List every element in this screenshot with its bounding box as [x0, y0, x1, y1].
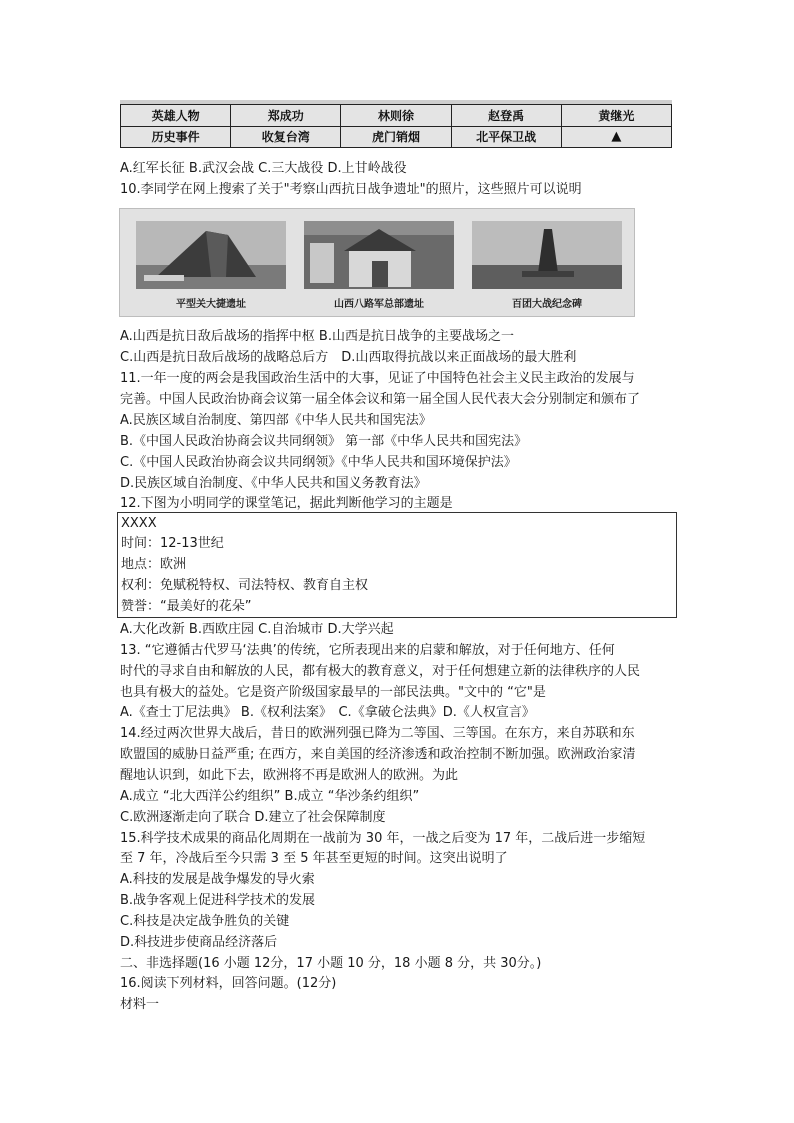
- q11-stem-line1: 11.一年一度的两会是我国政治生活中的大事，见证了中国特色社会主义民主政治的发展与: [120, 371, 635, 386]
- photo-pingxingguan: [136, 221, 286, 289]
- photo-balujun-hq: [304, 221, 454, 289]
- table-cell: 历史事件: [121, 126, 231, 148]
- table-cell: 黄继光: [561, 105, 671, 127]
- table-cell: 收复台湾: [231, 126, 341, 148]
- q14-stem-line1: 14.经过两次世界大战后，昔日的欧洲列强已降为二等国、三等国。在东方，来自苏联和东: [120, 726, 635, 741]
- notes-line: 权利：免赋税特权、司法特权、教育自主权: [121, 578, 369, 593]
- q10-stem: 10.李同学在网上搜索了关于"考察山西抗日战争遗址"的照片，这些照片可以说明: [120, 182, 582, 197]
- section-two-heading: 二、非选择题(16 小题 12分，17 小题 10 分，18 小题 8 分，共 30分。): [120, 956, 542, 971]
- q15-option-d: D.科技进步使商品经济落后: [120, 935, 278, 950]
- q15-option-c: C.科技是决定战争胜负的关键: [120, 914, 290, 929]
- q10-options-ab: A.山西是抗日敌后战场的指挥中枢 B.山西是抗日战争的主要战场之一: [120, 329, 514, 344]
- notes-line: 地点：欧洲: [121, 557, 187, 572]
- table-cell: 郑成功: [231, 105, 341, 127]
- q14-stem-line2: 欧盟国的威胁日益严重; 在西方，来自美国的经济渗透和政治控制不断加强。欧洲政治家清: [120, 747, 636, 762]
- q11-option-b: B.《中国人民政治协商会议共同纲领》 第一部《中华人民共和国宪法》: [120, 434, 528, 449]
- photo-caption: 平型关大捷遗址: [176, 299, 246, 310]
- table-cell: 赵登禹: [451, 105, 561, 127]
- q16-stem: 16.阅读下列材料，回答问题。(12分): [120, 976, 337, 991]
- photo-caption: 百团大战纪念碑: [512, 299, 582, 310]
- material-one-label: 材料一: [120, 997, 160, 1012]
- table-cell: 英雄人物: [121, 105, 231, 127]
- q14-stem-line3: 醒地认识到，如此下去，欧洲将不再是欧洲人的欧洲。为此: [120, 768, 459, 783]
- q12-stem: 12.下图为小明同学的课堂笔记，据此判断他学习的主题是: [120, 496, 453, 511]
- class-notes-box: [117, 512, 677, 618]
- q15-stem-line1: 15.科学技术成果的商品化周期在一战前为 30 年，一战之后变为 17 年，二战后进一步缩短: [120, 831, 646, 846]
- q9-options: A.红军长征 B.武汉会战 C.三大战役 D.上甘岭战役: [120, 161, 407, 176]
- q11-stem-line2: 完善。中国人民政治协商会议第一届全体会议和第一届全国人民代表大会分别制定和颁布了: [120, 392, 641, 407]
- table-row: [121, 126, 672, 148]
- q12-options: A.大化改新 B.西欧庄园 C.自治城市 D.大学兴起: [120, 622, 394, 637]
- triangle-placeholder: ▲: [561, 126, 671, 148]
- q15-option-b: B.战争客观上促进科学技术的发展: [120, 893, 316, 908]
- table-cell: 虎门销烟: [341, 126, 451, 148]
- notes-line: 时间：12-13世纪: [121, 536, 224, 551]
- table-cell: 林则徐: [341, 105, 451, 127]
- notes-line: 赞誉：“最美好的花朵”: [121, 599, 252, 614]
- hero-event-table: [120, 104, 672, 148]
- q10-options-cd: C.山西是抗日敌后战场的战略总后方 D.山西取得抗战以来正面战场的最大胜利: [120, 350, 577, 365]
- q13-stem-line1: 13. “它遵循古代罗马‘法典’的传统，它所表现出来的启蒙和解放，对于任何地方、任何: [120, 643, 615, 658]
- photo-caption: 山西八路军总部遗址: [334, 299, 424, 310]
- table-row: [121, 105, 672, 127]
- notes-line: XXXX: [121, 516, 157, 531]
- q15-stem-line2: 至 7 年，冷战后至今只需 3 至 5 年甚至更短的时间。这突出说明了: [120, 851, 508, 866]
- q11-option-d: D.民族区域自治制度、《中华人民共和国义务教育法》: [120, 476, 427, 491]
- photo-baituan-monument: [472, 221, 622, 289]
- q15-option-a: A.科技的发展是战争爆发的导火索: [120, 872, 315, 887]
- q14-options-cd: C.欧洲逐渐走向了联合 D.建立了社会保障制度: [120, 810, 386, 825]
- q11-option-a: A.民族区域自治制度、第四部《中华人民共和国宪法》: [120, 413, 432, 428]
- q13-stem-line2: 时代的寻求自由和解放的人民，都有极大的教育意义，对于任何想建立新的法律秩序的人民: [120, 664, 641, 679]
- q11-option-c: C.《中国人民政治协商会议共同纲领》《中华人民共和国环境保护法》: [120, 455, 517, 470]
- q13-stem-line3: 也具有极大的益处。它是资产阶级国家最早的一部民法典。"文中的 “它"是: [120, 685, 546, 700]
- q14-options-ab: A.成立 “北大西洋公约组织” B.成立 “华沙条约组织”: [120, 789, 420, 804]
- table-cell: 北平保卫战: [451, 126, 561, 148]
- photo-strip: [119, 208, 635, 317]
- q13-options: A.《查士丁尼法典》 B.《权利法案》 C.《拿破仑法典》D.《人权宣言》: [120, 705, 535, 720]
